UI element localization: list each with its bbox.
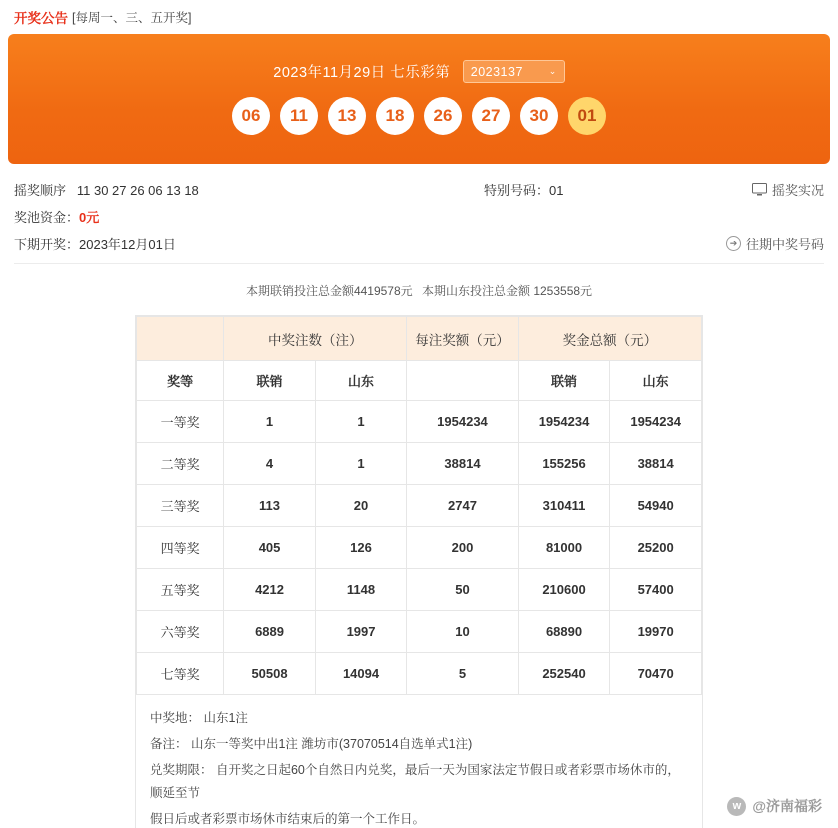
cell-sum-local: 38814 — [610, 443, 702, 485]
sub-header-count-national: 联销 — [224, 361, 315, 401]
cell-count-local: 1 — [315, 401, 406, 443]
notes-block — [135, 695, 703, 828]
ball: 06 — [232, 97, 270, 135]
cell-count-local: 126 — [315, 527, 406, 569]
ball: 11 — [280, 97, 318, 135]
cell-sum-local: 57400 — [610, 569, 702, 611]
group-header-per: 每注奖额（元） — [407, 317, 518, 361]
table-row — [137, 401, 702, 443]
cell-sum-local: 54940 — [610, 485, 702, 527]
ball: 26 — [424, 97, 462, 135]
monitor-icon — [752, 183, 767, 196]
cell-count-national: 50508 — [224, 653, 315, 695]
special-number — [484, 180, 714, 199]
info-row-next — [14, 230, 824, 257]
special-ball: 01 — [568, 97, 606, 135]
draw-hero-banner — [8, 34, 830, 164]
table-sub-header-row — [137, 361, 702, 401]
note-claim-deadline-2: 假日后或者彩票市场休市结束后的第一个工作日。 — [150, 812, 426, 826]
cell-per: 50 — [407, 569, 518, 611]
arrow-right-icon: ➔ — [726, 236, 741, 251]
live-draw-label: 摇奖实况 — [771, 183, 824, 198]
sub-header-sum-local: 山东 — [610, 361, 702, 401]
cell-level: 二等奖 — [137, 443, 224, 485]
prize-table-body — [137, 401, 702, 695]
draw-title-text: 2023年11月29日 七乐彩第 — [273, 65, 451, 81]
cell-level: 六等奖 — [137, 611, 224, 653]
table-row — [137, 443, 702, 485]
cell-level: 三等奖 — [137, 485, 224, 527]
sub-header-level: 奖等 — [137, 361, 224, 401]
ball: 13 — [328, 97, 366, 135]
table-row — [137, 611, 702, 653]
announcement-note: [每周一、三、五开奖] — [72, 11, 192, 25]
issue-select-value: 2023137 — [470, 64, 523, 79]
special-number-label: 特别号码： — [484, 183, 550, 198]
table-row — [137, 527, 702, 569]
cell-sum-national: 68890 — [518, 611, 610, 653]
special-number-value: 01 — [549, 183, 564, 198]
cell-sum-national: 210600 — [518, 569, 610, 611]
note-remark: 备注： 山东一等奖中出1注 潍坊市(37070514自选单式1注) — [150, 736, 473, 751]
cell-count-local: 1997 — [315, 611, 406, 653]
group-header-counts: 中奖注数（注） — [224, 317, 407, 361]
note-winner-location: 中奖地： 山东1注 — [150, 711, 248, 725]
draw-title-row — [8, 34, 830, 83]
announcement-bar — [0, 0, 838, 34]
cell-level: 五等奖 — [137, 569, 224, 611]
cell-per: 1954234 — [407, 401, 518, 443]
total-local: 本期山东投注总金额 1253558元 — [422, 284, 593, 298]
cell-per: 10 — [407, 611, 518, 653]
cell-count-national: 113 — [224, 485, 315, 527]
announcement-tag: 开奖公告 — [14, 11, 68, 26]
next-draw-label: 下期开奖： — [14, 237, 80, 252]
cell-level: 七等奖 — [137, 653, 224, 695]
divider — [14, 263, 824, 264]
cell-sum-national: 81000 — [518, 527, 610, 569]
table-row — [137, 569, 702, 611]
ball: 27 — [472, 97, 510, 135]
cell-level: 四等奖 — [137, 527, 224, 569]
cell-sum-national: 310411 — [518, 485, 610, 527]
history-link[interactable] — [714, 234, 824, 253]
cell-sum-local: 1954234 — [610, 401, 702, 443]
cell-count-national: 4 — [224, 443, 315, 485]
cell-count-local: 14094 — [315, 653, 406, 695]
cell-sum-local: 19970 — [610, 611, 702, 653]
totals-line — [0, 270, 838, 315]
cell-sum-national: 252540 — [518, 653, 610, 695]
note-claim-deadline-1: 兑奖期限： 自开奖之日起60个自然日内兑奖，最后一天为国家法定节假日或者彩票市场休市的，顺延至节 — [150, 762, 680, 801]
watermark — [727, 796, 822, 816]
prize-pool-label: 奖池资金： — [14, 210, 80, 225]
group-header-blank — [137, 317, 224, 361]
next-draw — [14, 234, 484, 253]
cell-per: 200 — [407, 527, 518, 569]
table-group-header-row — [137, 317, 702, 361]
chevron-down-icon: ⌄ — [548, 66, 557, 76]
cell-per: 2747 — [407, 485, 518, 527]
info-row-pool — [14, 203, 824, 230]
ball: 18 — [376, 97, 414, 135]
weibo-icon: w — [727, 797, 746, 816]
cell-sum-national: 1954234 — [518, 401, 610, 443]
cell-count-national: 4212 — [224, 569, 315, 611]
cell-level: 一等奖 — [137, 401, 224, 443]
sub-header-sum-national: 联销 — [518, 361, 610, 401]
cell-per: 5 — [407, 653, 518, 695]
draw-order-value: 11 30 27 26 06 13 18 — [76, 183, 199, 198]
winning-numbers — [8, 97, 830, 135]
draw-info — [0, 164, 838, 270]
table-row — [137, 485, 702, 527]
prize-table-wrap — [135, 315, 703, 695]
cell-count-local: 1148 — [315, 569, 406, 611]
info-row-order — [14, 176, 824, 203]
total-national: 本期联销投注总金额4419578元 — [245, 284, 413, 298]
cell-count-local: 20 — [315, 485, 406, 527]
cell-per: 38814 — [407, 443, 518, 485]
sub-header-count-local: 山东 — [315, 361, 406, 401]
prize-table — [136, 316, 702, 695]
cell-count-national: 6889 — [224, 611, 315, 653]
history-link-label: 往期中奖号码 — [745, 237, 824, 252]
draw-order-label: 摇奖顺序 — [14, 183, 67, 198]
draw-order — [14, 180, 484, 199]
live-draw-link[interactable] — [714, 180, 824, 199]
group-header-sum: 奖金总额（元） — [518, 317, 701, 361]
table-row — [137, 653, 702, 695]
cell-count-local: 1 — [315, 443, 406, 485]
watermark-text: @济南福彩 — [752, 798, 822, 814]
cell-count-national: 405 — [224, 527, 315, 569]
cell-sum-local: 70470 — [610, 653, 702, 695]
prize-pool — [14, 207, 484, 226]
prize-pool-value: 0元 — [79, 210, 100, 225]
cell-sum-national: 155256 — [518, 443, 610, 485]
sub-header-per — [407, 361, 518, 401]
next-draw-value: 2023年12月01日 — [79, 237, 176, 252]
cell-count-national: 1 — [224, 401, 315, 443]
ball: 30 — [520, 97, 558, 135]
issue-select[interactable] — [463, 60, 565, 83]
cell-sum-local: 25200 — [610, 527, 702, 569]
